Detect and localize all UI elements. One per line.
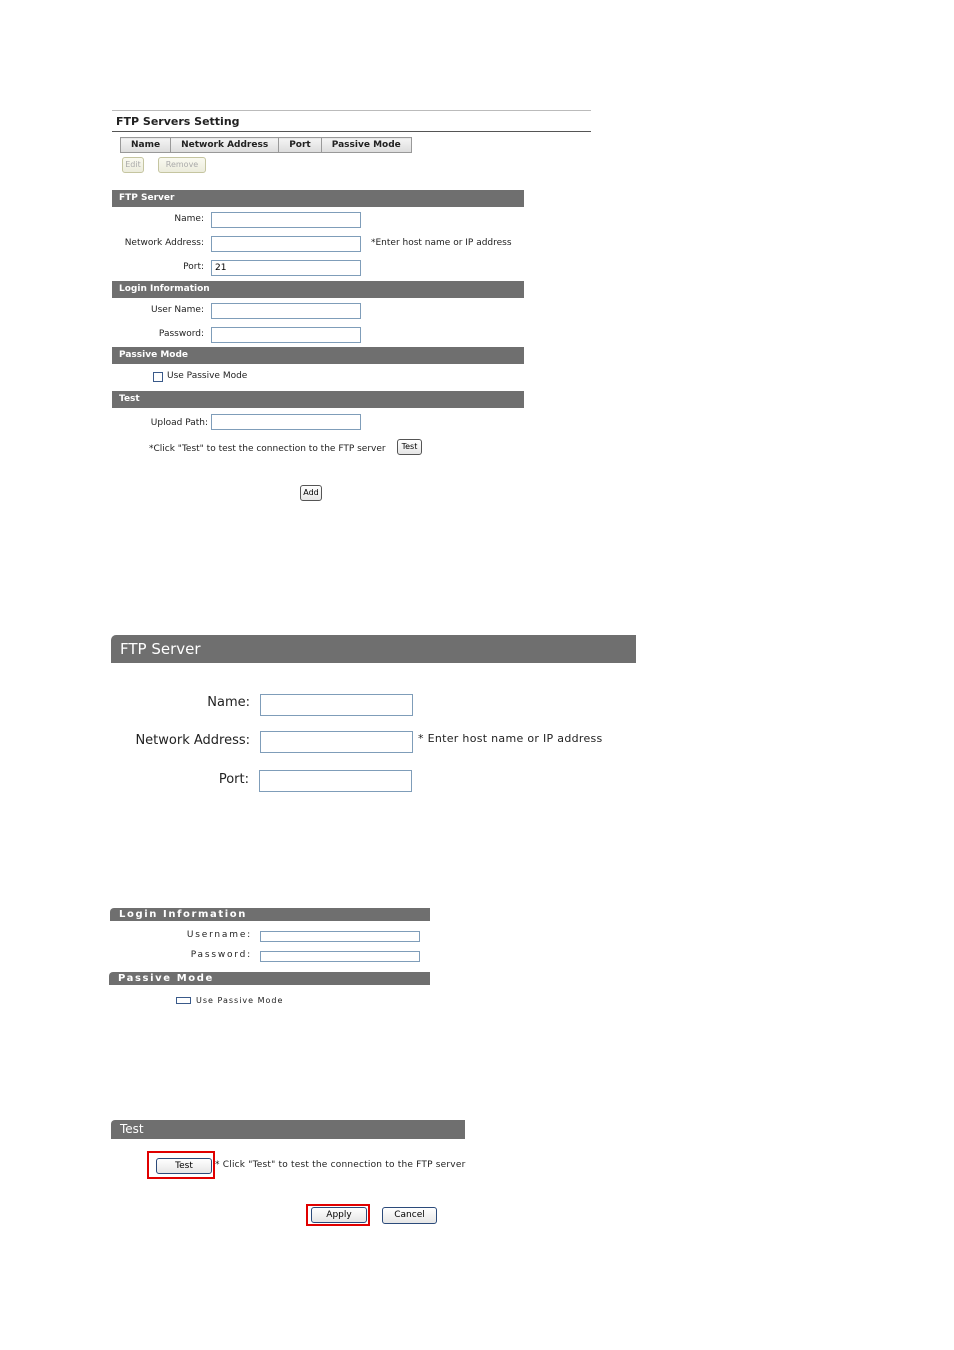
name-label: Name:: [174, 214, 204, 224]
ftp-server-section-header: FTP Server: [112, 190, 524, 207]
port-input-large[interactable]: [259, 770, 412, 792]
password-label: Password:: [158, 329, 204, 339]
test-button[interactable]: Test: [397, 439, 422, 455]
test-section-header: Test: [112, 391, 524, 408]
username-label-small: Username:: [186, 930, 252, 940]
login-section-header: Login Information: [112, 281, 524, 298]
name-label-large: Name:: [207, 695, 250, 710]
passive-mode-section-header: Passive Mode: [112, 347, 524, 364]
passive-mode-checkbox[interactable]: [153, 372, 163, 382]
network-address-label: Network Address:: [124, 238, 204, 248]
column-header-name[interactable]: Name: [121, 138, 171, 153]
test-hint: *Click "Test" to test the connection to the FTP server: [149, 444, 386, 454]
network-address-input[interactable]: [211, 236, 361, 252]
test-section-header-large: Test: [111, 1120, 465, 1139]
passive-mode-checkbox-small[interactable]: [176, 997, 191, 1004]
test-hint-large: * Click "Test" to test the connection to the FTP server: [215, 1160, 466, 1170]
password-input[interactable]: [211, 327, 361, 343]
password-input-small[interactable]: [260, 951, 420, 962]
column-header-passive-mode[interactable]: Passive Mode: [321, 138, 411, 153]
edit-button[interactable]: Edit: [122, 157, 144, 173]
remove-button[interactable]: Remove: [158, 157, 206, 173]
port-label: Port:: [183, 262, 204, 272]
username-input-small[interactable]: [260, 931, 420, 942]
name-input[interactable]: [211, 212, 361, 228]
servers-table-header: [120, 137, 412, 153]
ftp-server-section-header-large: FTP Server: [111, 635, 636, 663]
top-divider: [112, 110, 591, 111]
network-address-input-large[interactable]: [260, 731, 413, 753]
passive-mode-checkbox-label-small: Use Passive Mode: [196, 996, 284, 1005]
title-divider: [112, 131, 591, 132]
cancel-button[interactable]: Cancel: [382, 1207, 437, 1224]
page-title: FTP Servers Setting: [116, 115, 240, 128]
test-button-large[interactable]: Test: [156, 1158, 212, 1174]
network-address-hint: *Enter host name or IP address: [371, 238, 512, 248]
name-input-large[interactable]: [260, 694, 413, 716]
login-section-header-small: Login Information: [110, 908, 430, 921]
user-name-input[interactable]: [211, 303, 361, 319]
upload-path-input[interactable]: [211, 414, 361, 430]
user-name-label: User Name:: [151, 305, 204, 315]
upload-path-label: Upload Path:: [150, 418, 208, 428]
apply-button[interactable]: Apply: [311, 1207, 367, 1223]
port-input[interactable]: [211, 260, 361, 276]
passive-mode-section-header-small: Passive Mode: [109, 972, 430, 985]
column-header-port[interactable]: Port: [279, 138, 322, 153]
column-header-network-address[interactable]: Network Address: [171, 138, 279, 153]
network-address-label-large: Network Address:: [135, 733, 250, 748]
password-label-small: Password:: [190, 950, 252, 960]
passive-mode-checkbox-label: Use Passive Mode: [167, 371, 248, 381]
network-address-hint-large: * Enter host name or IP address: [418, 732, 603, 745]
port-label-large: Port:: [218, 772, 249, 787]
add-button[interactable]: Add: [300, 485, 322, 501]
